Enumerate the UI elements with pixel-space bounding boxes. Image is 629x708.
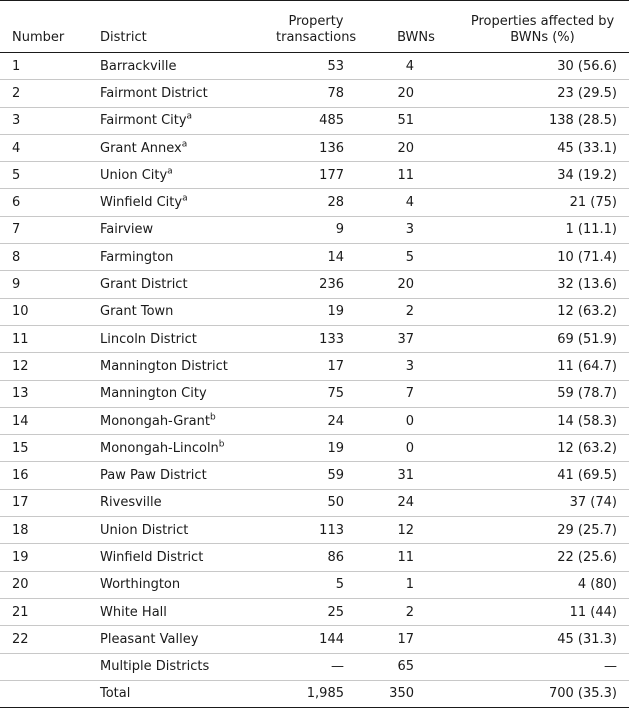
table-row [0, 353, 629, 380]
cell-bwns-text: 20 [397, 85, 414, 101]
cell-property-transactions [256, 80, 356, 107]
cell-property-transactions-text: 24 [327, 413, 344, 429]
cell-district-text: Grant Town [100, 304, 174, 320]
cell-property-transactions [256, 53, 356, 80]
cell-number [0, 298, 86, 325]
cell-district [86, 134, 256, 161]
cell-district-text: Fairview [100, 222, 154, 238]
table-row [0, 517, 629, 544]
table-row [0, 544, 629, 571]
cell-property-transactions [256, 353, 356, 380]
cell-number [0, 462, 86, 489]
header-number: Number [12, 30, 65, 45]
cell-bwns [356, 380, 446, 407]
cell-properties-affected [446, 134, 629, 161]
cell-properties-affected [446, 380, 629, 407]
cell-property-transactions-text: 28 [327, 195, 344, 211]
cell-properties-affected-text: 34 (19.2) [557, 167, 617, 183]
cell-number-text: 10 [12, 304, 29, 320]
cell-properties-affected [446, 353, 629, 380]
cell-bwns-text: 0 [405, 440, 414, 456]
table-row [0, 189, 629, 216]
cell-property-transactions-text: 86 [327, 549, 344, 565]
cell-properties-affected [446, 53, 629, 80]
cell-bwns-text: 3 [405, 358, 414, 374]
cell-properties-affected [446, 407, 629, 434]
header-bwns: BWNs [397, 30, 435, 45]
cell-district [86, 353, 256, 380]
cell-properties-affected-text: 59 (78.7) [557, 386, 617, 402]
cell-bwns [356, 298, 446, 325]
total-properties-affected-text: 700 (35.3) [548, 686, 617, 702]
cell-district-text: Grant Annex [100, 140, 182, 156]
cell-bwns-text: 2 [405, 304, 414, 320]
cell-property-transactions [256, 435, 356, 462]
cell-number-text: 19 [12, 549, 29, 565]
table-row [0, 271, 629, 298]
cell-bwns [356, 462, 446, 489]
cell-number-text: 11 [12, 331, 29, 347]
cell-district [86, 626, 256, 653]
cell-properties-affected-text: 41 (69.5) [557, 468, 617, 484]
cell-bwns-text: 11 [397, 167, 414, 183]
table-row [0, 598, 629, 625]
cell-property-transactions [256, 162, 356, 189]
cell-properties-affected [446, 298, 629, 325]
cell-number [0, 571, 86, 598]
cell-district [86, 298, 256, 325]
table-row [0, 53, 629, 80]
cell-number-text: 5 [12, 167, 21, 183]
cell-district-text: Fairmont City [100, 113, 187, 129]
cell-property-transactions-text: — [331, 659, 344, 675]
cell-bwns [356, 244, 446, 271]
cell-number [0, 80, 86, 107]
cell-bwns [356, 626, 446, 653]
total-properties-affected [446, 680, 629, 707]
cell-properties-affected-text: 45 (33.1) [557, 140, 617, 156]
table-row [0, 653, 629, 680]
cell-bwns-text: 0 [405, 413, 414, 429]
cell-properties-affected [446, 626, 629, 653]
cell-district-text: Winfield City [100, 195, 183, 211]
cell-properties-affected-text: 37 (74) [569, 495, 617, 511]
footnote-marker: a [167, 166, 173, 177]
cell-property-transactions [256, 544, 356, 571]
cell-properties-affected [446, 571, 629, 598]
total-label-text: Total [100, 686, 131, 702]
cell-bwns [356, 271, 446, 298]
cell-district-text: Fairmont District [100, 85, 208, 101]
cell-number-text: 1 [12, 58, 21, 74]
table-row [0, 435, 629, 462]
cell-properties-affected [446, 80, 629, 107]
cell-properties-affected [446, 435, 629, 462]
cell-properties-affected [446, 162, 629, 189]
cell-district-text: Grant District [100, 277, 188, 293]
cell-property-transactions-text: 53 [327, 58, 344, 74]
cell-district [86, 244, 256, 271]
cell-district-text: Winfield District [100, 549, 204, 565]
cell-property-transactions-text: 17 [327, 358, 344, 374]
cell-property-transactions [256, 107, 356, 134]
footnote-marker: b [209, 412, 216, 423]
cell-district [86, 325, 256, 352]
cell-property-transactions-text: 136 [319, 140, 344, 156]
header-property-line2: transactions [276, 30, 357, 45]
table-row [0, 80, 629, 107]
cell-property-transactions-text: 236 [319, 277, 344, 293]
cell-district-text: Mannington City [100, 386, 207, 402]
cell-properties-affected-text: 29 (25.7) [557, 522, 617, 538]
cell-district [86, 407, 256, 434]
table-row [0, 134, 629, 161]
cell-bwns-text: 24 [397, 495, 414, 511]
cell-properties-affected-text: 23 (29.5) [557, 85, 617, 101]
cell-bwns-text: 31 [397, 468, 414, 484]
cell-properties-affected [446, 107, 629, 134]
cell-property-transactions [256, 598, 356, 625]
cell-district [86, 571, 256, 598]
cell-number [0, 244, 86, 271]
cell-properties-affected-text: 10 (71.4) [557, 249, 617, 265]
cell-number [0, 353, 86, 380]
cell-district-text: Monongah-Lincoln [100, 440, 219, 456]
cell-properties-affected-text: — [604, 659, 617, 675]
cell-bwns-text: 51 [397, 113, 414, 129]
cell-property-transactions [256, 271, 356, 298]
cell-property-transactions [256, 462, 356, 489]
header-affected-line1: Properties affected by [470, 14, 615, 29]
cell-bwns-text: 65 [397, 659, 414, 675]
cell-properties-affected-text: 30 (56.6) [557, 58, 617, 74]
cell-properties-affected-text: 69 (51.9) [557, 331, 617, 347]
cell-bwns [356, 107, 446, 134]
cell-property-transactions-text: 75 [327, 386, 344, 402]
header-affected-line2: BWNs (%) [510, 30, 575, 45]
cell-number [0, 134, 86, 161]
table-row [0, 489, 629, 516]
cell-number [0, 544, 86, 571]
cell-number [0, 162, 86, 189]
cell-properties-affected-text: 12 (63.2) [557, 304, 617, 320]
cell-district [86, 598, 256, 625]
table-row [0, 380, 629, 407]
cell-number [0, 216, 86, 243]
cell-number [0, 653, 86, 680]
cell-district-text: Lincoln District [100, 331, 197, 347]
cell-number-text: 3 [12, 113, 21, 129]
table-row [0, 298, 629, 325]
cell-district [86, 489, 256, 516]
table-row [0, 626, 629, 653]
cell-properties-affected [446, 653, 629, 680]
cell-district [86, 271, 256, 298]
table-row [0, 216, 629, 243]
cell-property-transactions-text: 19 [327, 304, 344, 320]
cell-district-text: Multiple Districts [100, 659, 210, 675]
cell-number-text: 6 [12, 195, 21, 211]
footnote-marker: b [218, 439, 225, 450]
cell-properties-affected-text: 138 (28.5) [548, 113, 617, 129]
cell-number-text: 20 [12, 577, 29, 593]
cell-property-transactions-text: 485 [319, 113, 344, 129]
cell-properties-affected-text: 22 (25.6) [557, 549, 617, 565]
cell-number-text: 17 [12, 495, 29, 511]
total-property-transactions-text: 1,985 [306, 686, 344, 702]
cell-district [86, 462, 256, 489]
cell-properties-affected [446, 489, 629, 516]
cell-properties-affected [446, 462, 629, 489]
cell-properties-affected [446, 598, 629, 625]
cell-property-transactions-text: 78 [327, 85, 344, 101]
cell-bwns-text: 17 [397, 631, 414, 647]
cell-property-transactions-text: 59 [327, 468, 344, 484]
table-row [0, 107, 629, 134]
cell-properties-affected [446, 244, 629, 271]
cell-properties-affected-text: 45 (31.3) [557, 631, 617, 647]
cell-property-transactions-text: 25 [327, 604, 344, 620]
header-property-transactions [256, 1, 356, 53]
cell-bwns-text: 3 [405, 222, 414, 238]
cell-property-transactions-text: 9 [335, 222, 344, 238]
cell-properties-affected [446, 216, 629, 243]
header-row [0, 1, 629, 53]
cell-district-text: Union City [100, 167, 168, 183]
cell-properties-affected-text: 32 (13.6) [557, 277, 617, 293]
cell-number [0, 271, 86, 298]
cell-property-transactions-text: 19 [327, 440, 344, 456]
cell-bwns [356, 162, 446, 189]
footnote-marker: a [181, 139, 188, 150]
cell-number-text: 7 [12, 222, 21, 238]
cell-bwns [356, 517, 446, 544]
cell-district-text: Pleasant Valley [100, 631, 199, 647]
cell-properties-affected-text: 21 (75) [569, 195, 617, 211]
cell-district [86, 435, 256, 462]
cell-district-text: Union District [100, 522, 189, 538]
cell-district-text: Worthington [100, 577, 181, 593]
cell-bwns [356, 189, 446, 216]
cell-bwns [356, 353, 446, 380]
cell-property-transactions [256, 407, 356, 434]
cell-bwns-text: 12 [397, 522, 414, 538]
cell-number-text: 9 [12, 277, 21, 293]
cell-property-transactions [256, 325, 356, 352]
cell-property-transactions [256, 216, 356, 243]
cell-bwns [356, 134, 446, 161]
footnote-marker: a [182, 193, 188, 204]
cell-district [86, 517, 256, 544]
cell-properties-affected-text: 1 (11.1) [565, 222, 617, 238]
cell-property-transactions-text: 177 [319, 167, 344, 183]
cell-number-text: 22 [12, 631, 29, 647]
cell-property-transactions [256, 489, 356, 516]
cell-bwns [356, 435, 446, 462]
header-district: District [100, 30, 147, 45]
cell-property-transactions [256, 571, 356, 598]
cell-properties-affected [446, 325, 629, 352]
footnote-marker: a [186, 111, 193, 122]
table-row [0, 571, 629, 598]
cell-district [86, 189, 256, 216]
cell-district [86, 53, 256, 80]
cell-bwns [356, 571, 446, 598]
cell-property-transactions-text: 5 [335, 577, 344, 593]
cell-property-transactions [256, 244, 356, 271]
cell-bwns [356, 216, 446, 243]
cell-property-transactions-text: 144 [319, 631, 344, 647]
table-row [0, 325, 629, 352]
cell-number-text: 4 [12, 140, 21, 156]
header-properties-affected [446, 1, 629, 53]
header-property-line1: Property [288, 14, 344, 29]
cell-properties-affected-text: 12 (63.2) [557, 440, 617, 456]
cell-properties-affected [446, 189, 629, 216]
cell-bwns-text: 37 [397, 331, 414, 347]
cell-property-transactions [256, 134, 356, 161]
cell-bwns-text: 20 [397, 277, 414, 293]
total-property-transactions [256, 680, 356, 707]
table-row [0, 462, 629, 489]
total-bwns-text: 350 [389, 686, 414, 702]
cell-properties-affected-text: 4 (80) [577, 577, 617, 593]
cell-properties-affected [446, 517, 629, 544]
cell-property-transactions-text: 50 [327, 495, 344, 511]
cell-district-text: Monongah-Grant [100, 413, 210, 429]
total-row [0, 680, 629, 707]
cell-bwns [356, 53, 446, 80]
table-row [0, 407, 629, 434]
cell-number [0, 53, 86, 80]
cell-number [0, 435, 86, 462]
cell-bwns [356, 325, 446, 352]
cell-district-text: Mannington District [100, 358, 228, 374]
cell-number-text: 13 [12, 386, 29, 402]
cell-district-text: White Hall [100, 604, 167, 620]
cell-bwns [356, 80, 446, 107]
cell-number [0, 517, 86, 544]
cell-bwns-text: 2 [405, 604, 414, 620]
cell-district [86, 544, 256, 571]
cell-bwns-text: 7 [405, 386, 414, 402]
cell-number [0, 407, 86, 434]
cell-district [86, 216, 256, 243]
cell-properties-affected-text: 11 (44) [569, 604, 617, 620]
cell-property-transactions-text: 14 [327, 249, 344, 265]
cell-number [0, 489, 86, 516]
cell-property-transactions [256, 298, 356, 325]
cell-property-transactions [256, 653, 356, 680]
cell-bwns-text: 20 [397, 140, 414, 156]
cell-number [0, 189, 86, 216]
cell-district-text: Barrackville [100, 58, 177, 74]
cell-district-text: Rivesville [100, 495, 162, 511]
cell-properties-affected-text: 11 (64.7) [557, 358, 617, 374]
table-header [0, 1, 629, 53]
cell-bwns [356, 598, 446, 625]
cell-district [86, 107, 256, 134]
cell-bwns-text: 4 [405, 195, 414, 211]
cell-number-text: 18 [12, 522, 29, 538]
cell-bwns [356, 544, 446, 571]
cell-property-transactions [256, 626, 356, 653]
cell-number-text: 14 [12, 413, 29, 429]
cell-bwns [356, 653, 446, 680]
cell-properties-affected-text: 14 (58.3) [557, 413, 617, 429]
cell-properties-affected [446, 271, 629, 298]
cell-bwns-text: 1 [405, 577, 414, 593]
cell-property-transactions [256, 380, 356, 407]
cell-number-text: 8 [12, 249, 21, 265]
cell-number [0, 380, 86, 407]
cell-property-transactions-text: 113 [319, 522, 344, 538]
table-row [0, 162, 629, 189]
cell-number-text: 16 [12, 468, 29, 484]
cell-number-text: 15 [12, 440, 29, 456]
cell-property-transactions [256, 517, 356, 544]
cell-district-text: Paw Paw District [100, 468, 207, 484]
cell-bwns-text: 11 [397, 549, 414, 565]
cell-bwns-text: 4 [405, 58, 414, 74]
cell-bwns-text: 5 [405, 249, 414, 265]
cell-bwns [356, 489, 446, 516]
cell-district [86, 653, 256, 680]
cell-properties-affected [446, 544, 629, 571]
table-body [0, 53, 629, 708]
cell-bwns [356, 407, 446, 434]
total-label [86, 680, 256, 707]
total-bwns [356, 680, 446, 707]
cell-property-transactions [256, 189, 356, 216]
cell-district [86, 380, 256, 407]
table-row [0, 244, 629, 271]
cell-district [86, 80, 256, 107]
cell-number [0, 325, 86, 352]
cell-property-transactions-text: 133 [319, 331, 344, 347]
cell-number [0, 598, 86, 625]
cell-district [86, 162, 256, 189]
cell-number [0, 626, 86, 653]
cell-number-text: 12 [12, 358, 29, 374]
cell-number-text: 21 [12, 604, 29, 620]
cell-district-text: Farmington [100, 249, 174, 265]
cell-number-text: 2 [12, 85, 21, 101]
cell-number [0, 107, 86, 134]
total-number [0, 680, 86, 707]
